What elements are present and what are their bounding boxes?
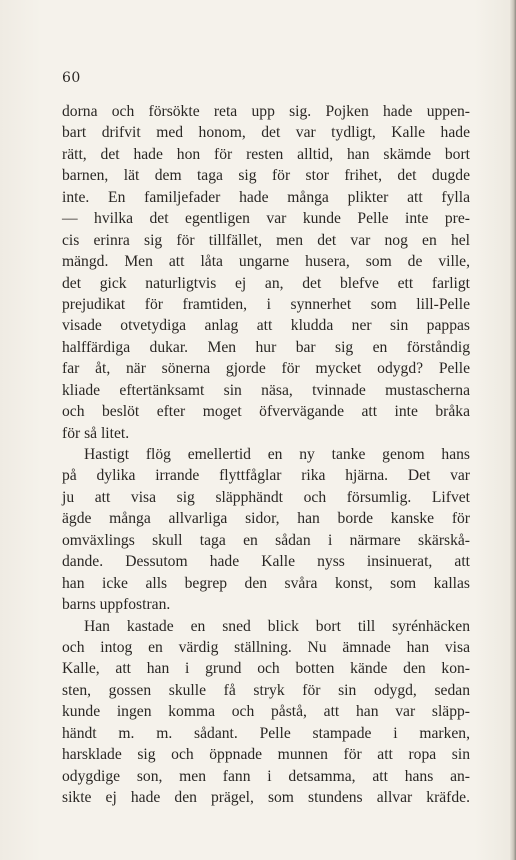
text-line: harsklade sig och öppnade munnen för att ropa sin — [62, 746, 470, 764]
text-line: — hvilka det egentligen var kunde Pelle inte pre- — [62, 210, 470, 228]
text-line: prejudikat för framtiden, i synnerhet som lill-Pelle — [62, 295, 470, 313]
text-line: omväxlings skull taga en sådan i närmare skärskå- — [62, 531, 470, 549]
text-line: och beslöt efter moget öfvervägande att inte bråka — [62, 403, 470, 421]
text-line: mängd. Men att låta ungarne husera, som de ville, — [62, 253, 470, 271]
text-line: det gick naturligtvis ej an, det blefve ett farligt — [62, 274, 470, 292]
text-line: kliade eftertänksamt sin näsa, tvinnade mustascherna — [62, 381, 470, 399]
text-line: ägde många allvarliga sidor, han borde kanske för — [62, 510, 470, 528]
text-line: visade otvetydiga anlag att kludda ner sin pappas — [62, 317, 470, 335]
text-line: sten, gossen skulle få stryk för sin odygd, sedan — [62, 681, 470, 699]
body-text — [62, 101, 470, 808]
text-line: kunde ingen komma och påstå, att han var släpp- — [62, 703, 470, 721]
text-line: för så litet. — [62, 424, 130, 442]
text-line: sikte ej hade den prägel, som stundens allvar kräfde. — [62, 789, 470, 806]
text-line: Hastigt flög emellertid en ny tanke genom hans — [84, 446, 470, 463]
text-line: rätt, det hade hon för resten alltid, han skämde bort — [62, 145, 470, 163]
text-line: inte. En familjefader hade många plikter att fylla — [62, 188, 470, 206]
text-line: odygdige son, men fann i detsamma, att hans an- — [62, 767, 470, 785]
text-line: halffärdiga dukar. Men hur bar sig en förståndig — [62, 338, 470, 356]
text-line: barns uppfostran. — [62, 596, 171, 614]
text-line: Han kastade en sned blick bort till syrénhäcken — [84, 617, 470, 635]
text-line: cis erinra sig för tillfället, men det var nog en hel — [62, 231, 470, 249]
page-number: 60 — [62, 70, 81, 86]
text-line: händt m. m. sådant. Pelle stampade i marken, — [62, 724, 470, 742]
text-line: dorna och försökte reta upp sig. Pojken hade uppen- — [62, 103, 470, 120]
text-line: dande. Dessutom hade Kalle nyss insinuerat, att — [62, 553, 470, 571]
text-line: på dylika irrande flyttfåglar rika hjärna. Det var — [62, 467, 470, 485]
page-edge-shadow — [510, 0, 516, 860]
text-line: far åt, när sönerna gjorde för mycket odygd? Pelle — [62, 360, 470, 378]
text-line: han icke alls begrep den svåra konst, som kallas — [62, 574, 470, 592]
text-line: barnen, lät dem taga sig för stor frihet, det dugde — [62, 167, 470, 185]
text-line: bart drifvit med honom, det var tydligt, Kalle hade — [62, 124, 470, 142]
text-line: Kalle, att han i grund och botten kände den kon- — [62, 660, 470, 678]
text-line: ju att visa sig släpphändt och försumlig. Lifvet — [62, 488, 470, 506]
text-line: och intog en värdig ställning. Nu ämnade han visa — [62, 638, 470, 656]
